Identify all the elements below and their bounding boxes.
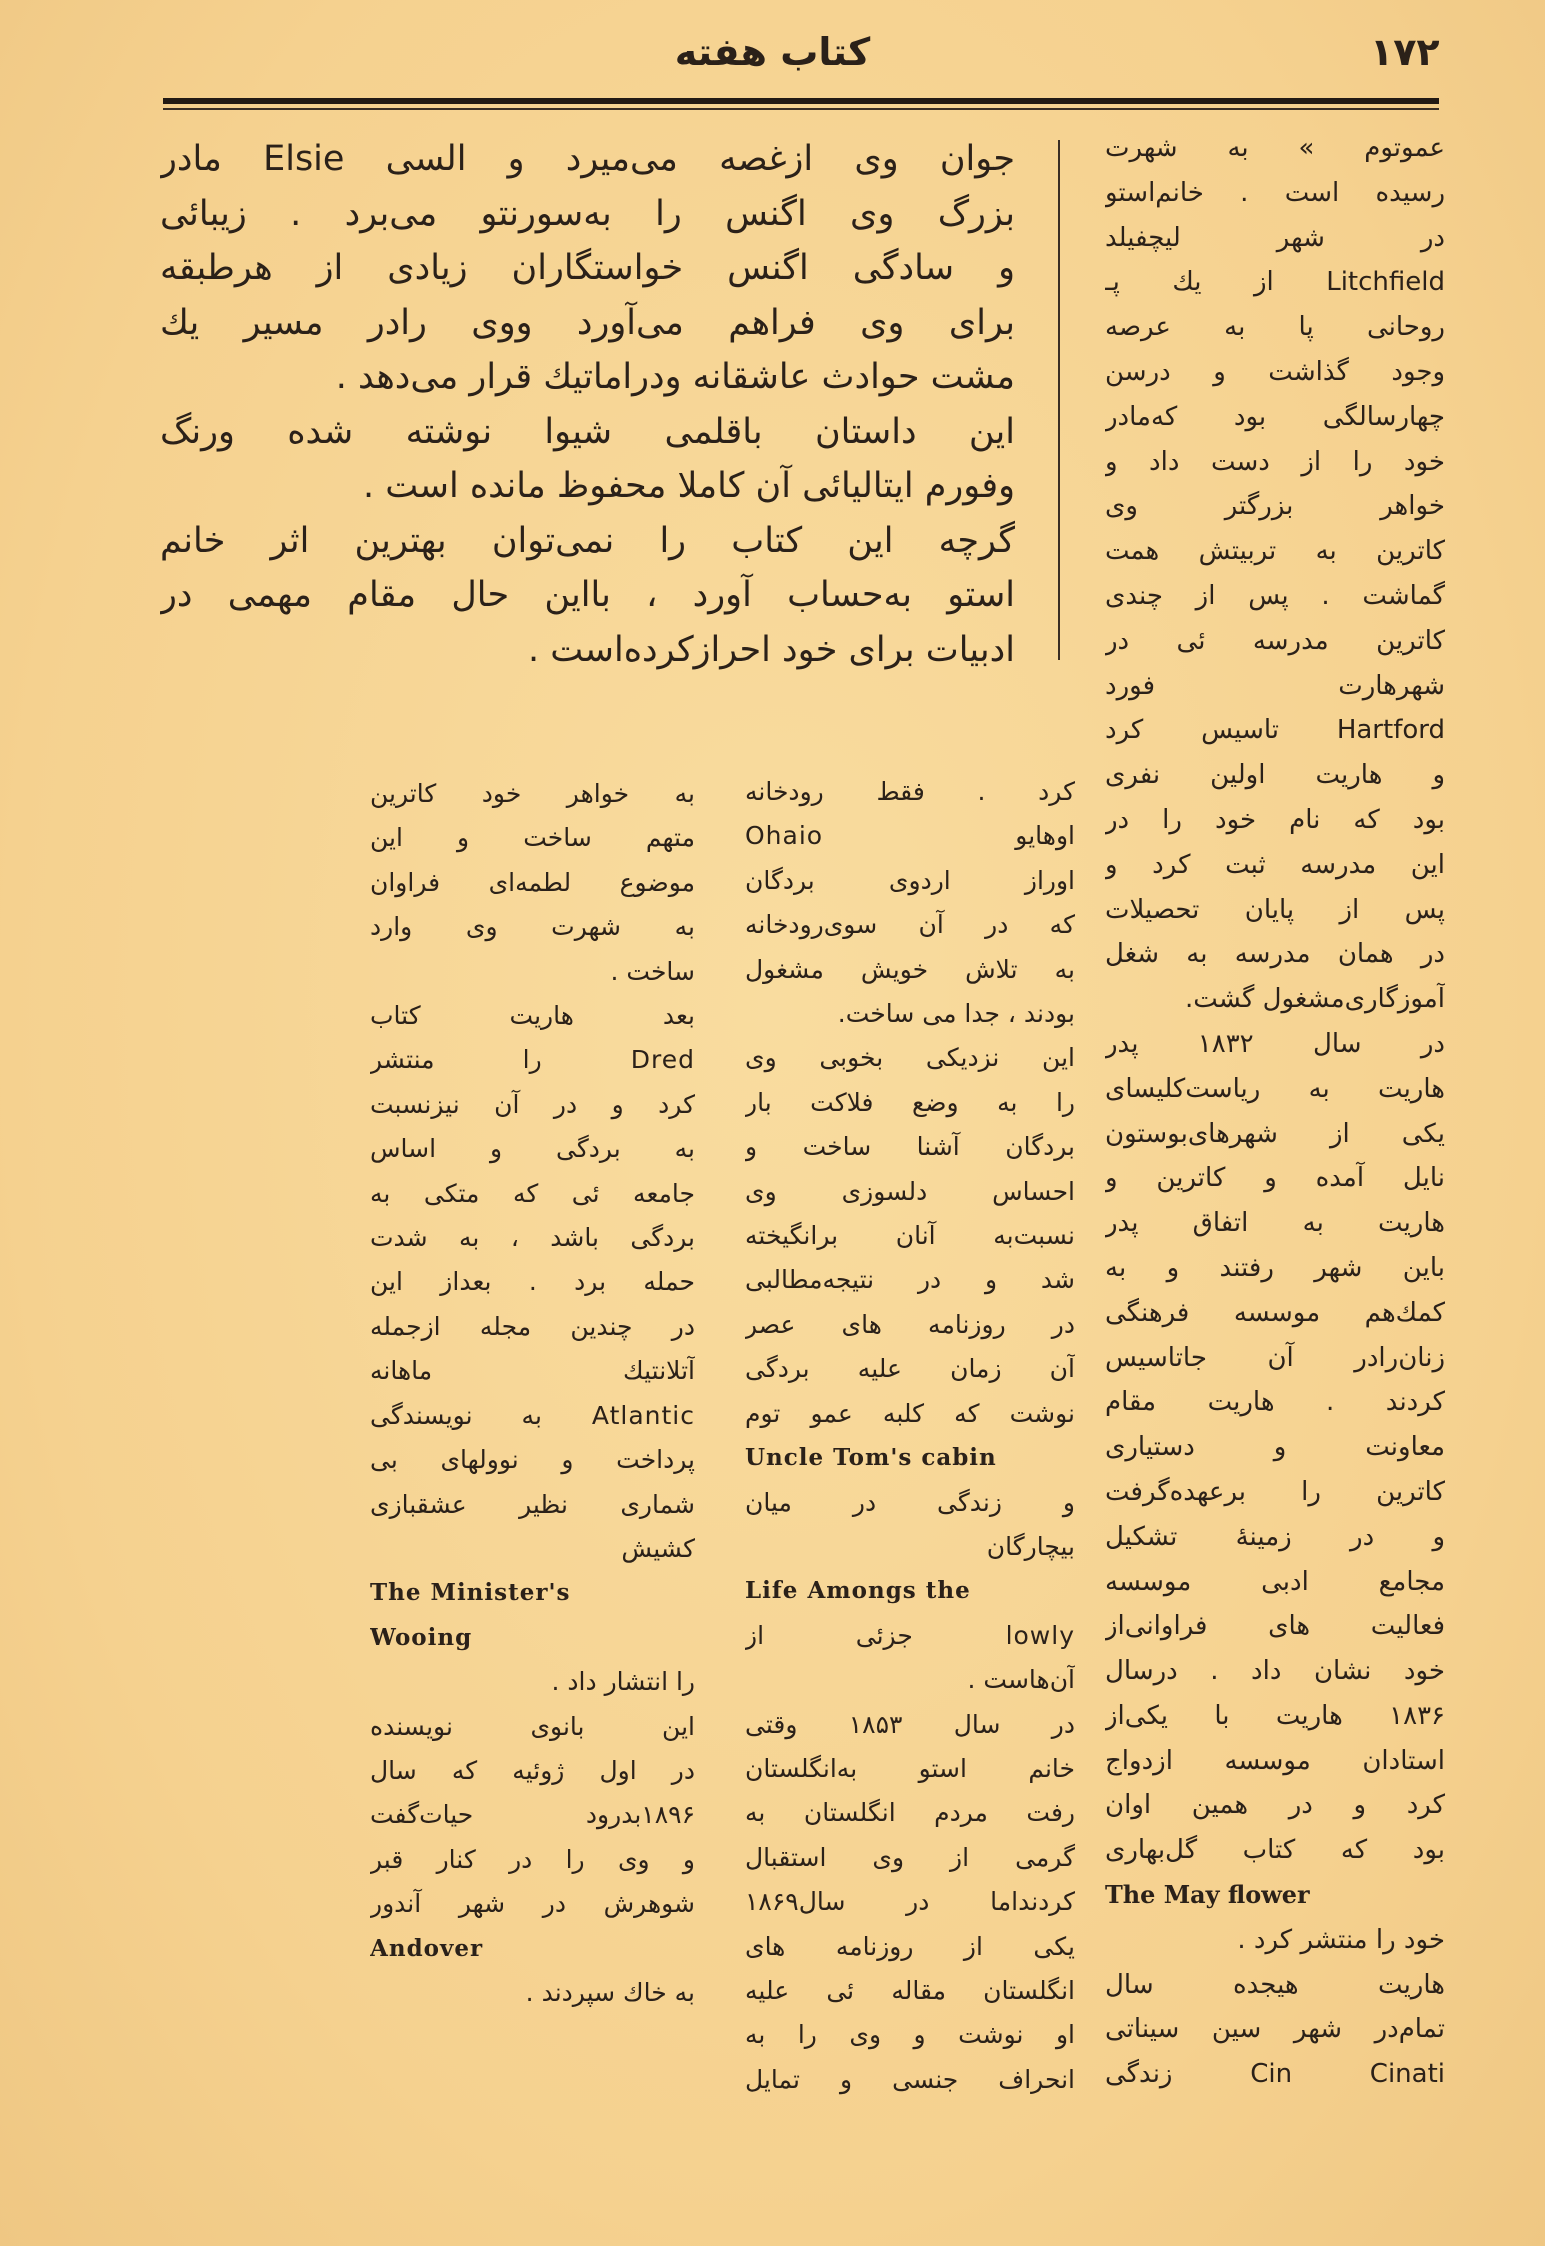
text-line: بیچارگان [986, 1531, 1075, 1561]
text-line: انحراف جنسی و تمایل [745, 2064, 1075, 2094]
text-line: خواهر بزرگتر وی [1105, 491, 1445, 522]
text-line: ادبیات برای خود احرازکرده‌است . [528, 629, 1015, 670]
text-line: برای وی فراهم می‌آورد ووی رادر مسیر یك [160, 302, 1015, 343]
text-line: به شهرت وی وارد [370, 912, 695, 942]
text-line: و هاریت اولین نفری [1105, 760, 1445, 791]
text-line: مشت حوادث عاشقانه ودراماتیك قرار می‌دهد . [335, 357, 1015, 397]
text-line: استادان موسسه ازدواج [1105, 1745, 1445, 1776]
text-line: در اول ژوئیه که سال [370, 1755, 695, 1785]
text-line: که در آن سوی‌رودخانه [745, 910, 1075, 940]
text-line: شهرهارت فورد [1105, 670, 1445, 701]
text-line: کرد و در همین اوان [1105, 1790, 1445, 1821]
text-line: ۱۸۹۶بدرود حیات‌گفت [370, 1800, 695, 1830]
text-line: نایل آمده و کاترین و [1105, 1163, 1445, 1194]
text-line: هاریت به اتفاق پدر [1105, 1208, 1445, 1239]
text-line: این بانوی نویسنده [370, 1711, 695, 1741]
text-line: را انتشار داد . [551, 1667, 695, 1697]
middle-text-column [745, 770, 1075, 2102]
header-rule-thin [163, 108, 1439, 110]
text-line: اوهایو Ohaio [745, 821, 1075, 851]
text-line: ۱۸۳۶ هاریت با یکی‌از [1105, 1700, 1445, 1731]
text-line: بودند ، جدا می ساخت. [837, 999, 1075, 1029]
text-line: انگلستان مقاله ئی علیه [745, 1975, 1075, 2005]
text-line: احساس دلسوزی وی [745, 1176, 1075, 1206]
text-line: کرد و در آن نیزنسبت [370, 1089, 695, 1119]
text-line: بود که کتاب گل‌بهاری [1105, 1835, 1445, 1866]
text-line: این نزدیکی بخوبی وی [745, 1043, 1075, 1073]
text-line: کردند . هاریت مقام [1105, 1387, 1445, 1418]
text-line: بزرگ وی اگنس را به‌سورنتو می‌برد . زیبائی [160, 193, 1015, 234]
text-line: رفت مردم انگلستان به [745, 1798, 1075, 1828]
text-line: به خاك سپردند . [525, 1977, 695, 2007]
text-line: کشیش [621, 1533, 695, 1563]
text-line: روحانی پا به عرصه [1105, 312, 1445, 343]
text-line: را به وضع فلاکت بار [745, 1087, 1075, 1117]
text-line: یکی از شهرهای‌بوستون [1105, 1118, 1445, 1149]
text-line: آن‌هاست . [967, 1665, 1075, 1695]
text-line: بردگی باشد ، به شدت [370, 1223, 695, 1253]
text-line: آن زمان علیه بردگی [745, 1354, 1075, 1384]
text-line: وفورم ایتالیائی آن کاملا محفوظ مانده است . [363, 466, 1015, 506]
column-divider [1058, 140, 1060, 660]
text-line: جامعه ئی که متکی به [370, 1178, 695, 1208]
text-line: کاترین مدرسه ئی در [1105, 625, 1445, 656]
text-line: شماری نظیر عشقبازی [370, 1489, 695, 1519]
header-rule-thick [163, 98, 1439, 104]
text-line: رسیده است . خانم‌استو [1105, 177, 1445, 208]
text-line: کمك‌هم موسسه فرهنگی [1105, 1297, 1445, 1328]
text-line: کاترین به تربیتش همت [1105, 536, 1445, 567]
text-line: lowly جزئی از [745, 1620, 1075, 1650]
text-line: Wooing [370, 1623, 473, 1651]
text-line: Andover [370, 1934, 484, 1962]
text-line: Life Amongs the [745, 1577, 971, 1605]
text-line: معاونت و دستیاری [1105, 1432, 1445, 1463]
text-line: The Minister's [370, 1579, 571, 1607]
text-line: به خواهر خود کاترین [370, 779, 695, 808]
text-line: یکی از روزنامه های [745, 1931, 1075, 1961]
text-line: این مدرسه ثبت کرد و [1105, 849, 1445, 880]
text-line: گرمی از وی استقبال [745, 1842, 1075, 1872]
text-line: Atlantic به نویسندگی [370, 1400, 695, 1430]
text-line: خود را منتشر کرد . [1237, 1924, 1445, 1955]
text-line: در همان مدرسه به شغل [1105, 939, 1445, 970]
text-line: Uncle Tom's cabin [745, 1444, 997, 1472]
text-line: نسبت‌به آنان برانگیخته [745, 1221, 1075, 1251]
text-line: گماشت . پس از چندی [1105, 580, 1445, 611]
text-line: بردگان آشنا ساخت و [745, 1132, 1075, 1162]
top-text-block [160, 132, 1015, 677]
text-line: زنان‌رادر آن جاتاسیس [1105, 1342, 1445, 1373]
text-line: بعد هاریت کتاب [370, 1001, 695, 1031]
text-line: جوان وی ازغصه می‌میرد و السی Elsie مادر [160, 139, 1015, 179]
text-line: او نوشت و وی را به [745, 2020, 1075, 2050]
text-line: The May flower [1105, 1881, 1310, 1910]
text-line: کاترین را برعهده‌گرفت [1105, 1476, 1445, 1507]
text-line: به تلاش خویش مشغول [745, 954, 1075, 984]
right-text-column [1105, 126, 1445, 2097]
text-line: هاریت به ریاست‌کلیسای [1105, 1073, 1445, 1104]
text-line: Hartford تاسیس کرد [1105, 715, 1445, 746]
page-number: ۱۷۲ [1370, 30, 1440, 74]
text-line: اوراز اردوی بردگان [745, 865, 1075, 895]
text-line: استو به‌حساب آورد ، بااین حال مقام مهمی در [160, 575, 1015, 615]
text-line: شوهرش در شهر آندور [370, 1889, 695, 1919]
text-line: فعالیت های فراوانی‌از [1105, 1611, 1445, 1642]
text-line: باین شهر رفتند و به [1105, 1252, 1445, 1283]
text-line: آتلانتیك ماهانه [370, 1356, 695, 1386]
text-line: ساخت . [610, 956, 695, 986]
text-line: پس از پایان تحصیلات [1105, 894, 1445, 925]
text-line: و زندگی در میان [745, 1487, 1075, 1517]
text-line: کردنداما در سال۱۸۶۹ [745, 1887, 1075, 1917]
text-line: و سادگی اگنس خواستگاران زیادی از هرطبقه [160, 248, 1015, 288]
text-line: متهم ساخت و این [370, 823, 695, 853]
text-line: در سال ۱۸۳۲ پدر [1105, 1028, 1445, 1059]
text-line: در شهر لیچفیلد [1105, 222, 1445, 253]
text-line: و وی را در کنار قبر [370, 1844, 695, 1874]
text-line: خانم استو به‌انگلستان [745, 1753, 1075, 1783]
text-line: مجامع ادبی موسسه [1105, 1566, 1445, 1597]
running-header-title: کتاب هفته [674, 30, 871, 74]
text-line: Litchfield از یك پـ [1105, 267, 1445, 298]
text-line: آموزگاری‌مشغول گشت. [1185, 984, 1445, 1015]
text-line: در سال ۱۸۵۳ وقتی [745, 1709, 1075, 1739]
text-line: گرچه این کتاب را نمی‌توان بهترین اثر خانم [160, 520, 1015, 561]
text-line: شد و در نتیجه‌مطالبی [745, 1265, 1075, 1295]
text-line: نوشت که کلبه عمو توم [745, 1398, 1075, 1428]
text-line: کرد . فقط رودخانه [745, 777, 1075, 806]
text-line: وجود گذاشت و درسن [1105, 356, 1445, 387]
text-line: پرداخت و نوولهای بی [370, 1445, 695, 1475]
text-line: به بردگی و اساس [370, 1134, 695, 1164]
text-line: خود را از دست داد و [1105, 446, 1445, 477]
text-line: در چندین مجله ازجمله [370, 1311, 695, 1341]
text-line: تمام‌در شهر سین سیناتی [1105, 2014, 1445, 2045]
text-line: و در زمینهٔ تشکیل [1105, 1521, 1445, 1552]
text-line: عموتوم » به شهرت [1105, 133, 1445, 163]
text-line: موضوع لطمه‌ای فراوان [370, 867, 695, 897]
text-line: در روزنامه های عصر [745, 1309, 1075, 1339]
left-text-column [370, 772, 695, 2015]
text-line: خود نشان داد . درسال [1105, 1656, 1445, 1687]
text-line: Dred را منتشر [370, 1045, 695, 1075]
text-line: Cin Cinati زندگی [1105, 2059, 1445, 2090]
text-line: این داستان باقلمی شیوا نوشته شده ورنگ [160, 411, 1015, 452]
text-line: هاریت هیجده سال [1105, 1969, 1445, 2000]
text-line: چهارسالگی بود که‌مادر [1105, 401, 1445, 432]
text-line: حمله برد . بعداز این [370, 1267, 695, 1297]
text-line: بود که نام خود را در [1105, 804, 1445, 835]
